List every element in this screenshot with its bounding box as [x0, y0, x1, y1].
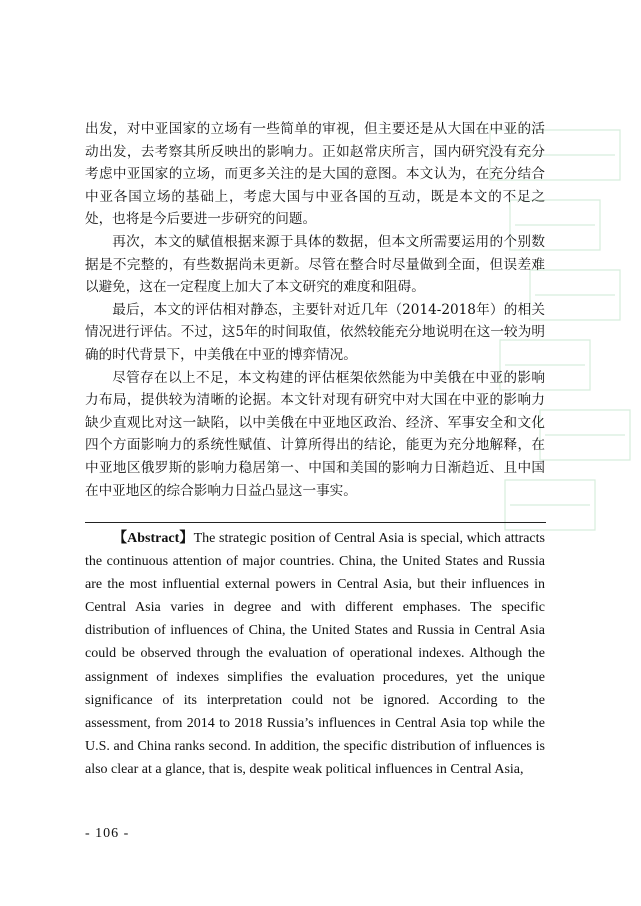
body-paragraph: 出发，对中亚国家的立场有一些简单的审视，但主要还是从大国在中亚的活动出发，去考察其所反映出的影响力。正如赵常庆所言，国内研究没有充分考虑中亚国家的立场，而更多关注的是大国的意图。本文认为，在充分结合中亚各国立场的基础上，考虑大国与中亚各国的互动，既是本文的不足之处，也将是今后要进一步研究的问题。	[85, 121, 545, 228]
abstract-paragraph	[85, 527, 545, 781]
body-paragraph: 再次，本文的赋值根据来源于具体的数据，但本文所需要运用的个别数据是不完整的，有些数据尚未更新。尽管在整合时尽量做到全面，但误差难以避免，这在一定程度上加大了本文研究的难度和阻碍。	[85, 233, 545, 296]
body-text	[85, 118, 545, 502]
body-paragraph: 最后，本文的评估相对静态，主要针对近几年（2014-2018年）的相关情况进行评估。不过，这5年的时间取值，依然较能充分地说明在这一较为明确的时代背景下，中美俄在中亚的博弈情况。	[85, 301, 545, 363]
body-paragraph: 尽管存在以上不足，本文构建的评估框架依然能为中美俄在中亚的影响力布局，提供较为清晰的论据。本文针对现有研究中对大国在中亚的影响力缺少直观比对这一缺陷，以中美俄在中亚地区政治、经济、军事安全和文化四个方面影响力的系统性赋值、计算所得出的结论，能更为充分地解释，在中亚地区俄罗斯的影响力稳居第一、中国和美国的影响力日渐趋近、且中国在中亚地区的综合影响力日益凸显这一事实。	[85, 369, 545, 499]
abstract-label: 【Abstract】	[113, 531, 194, 546]
abstract-divider	[85, 522, 546, 523]
page-number: - 106 -	[85, 826, 130, 841]
abstract-section	[85, 527, 545, 781]
abstract-text: The strategic position of Central Asia is special, which attracts the continuous attention of major countries. China, the United States and Russia are the most influential external powers in Central Asia, but their influences in Central Asia varies in degree and with different emphases. The specific distribution of influences of China, the United States and Russia in Central Asia could be observed through the evaluation of operational indexes. Although the assignment of indexes simplifies the evaluation procedures, yet the unique significance of its interpretation could not be ignored. According to the assessment, from 2014 to 2018 Russia’s influences in Central Asia top while the U.S. and China ranks second. In addition, the specific distribution of influences is also clear at a glance, that is, despite weak political influences in Central Asia,	[85, 531, 545, 777]
